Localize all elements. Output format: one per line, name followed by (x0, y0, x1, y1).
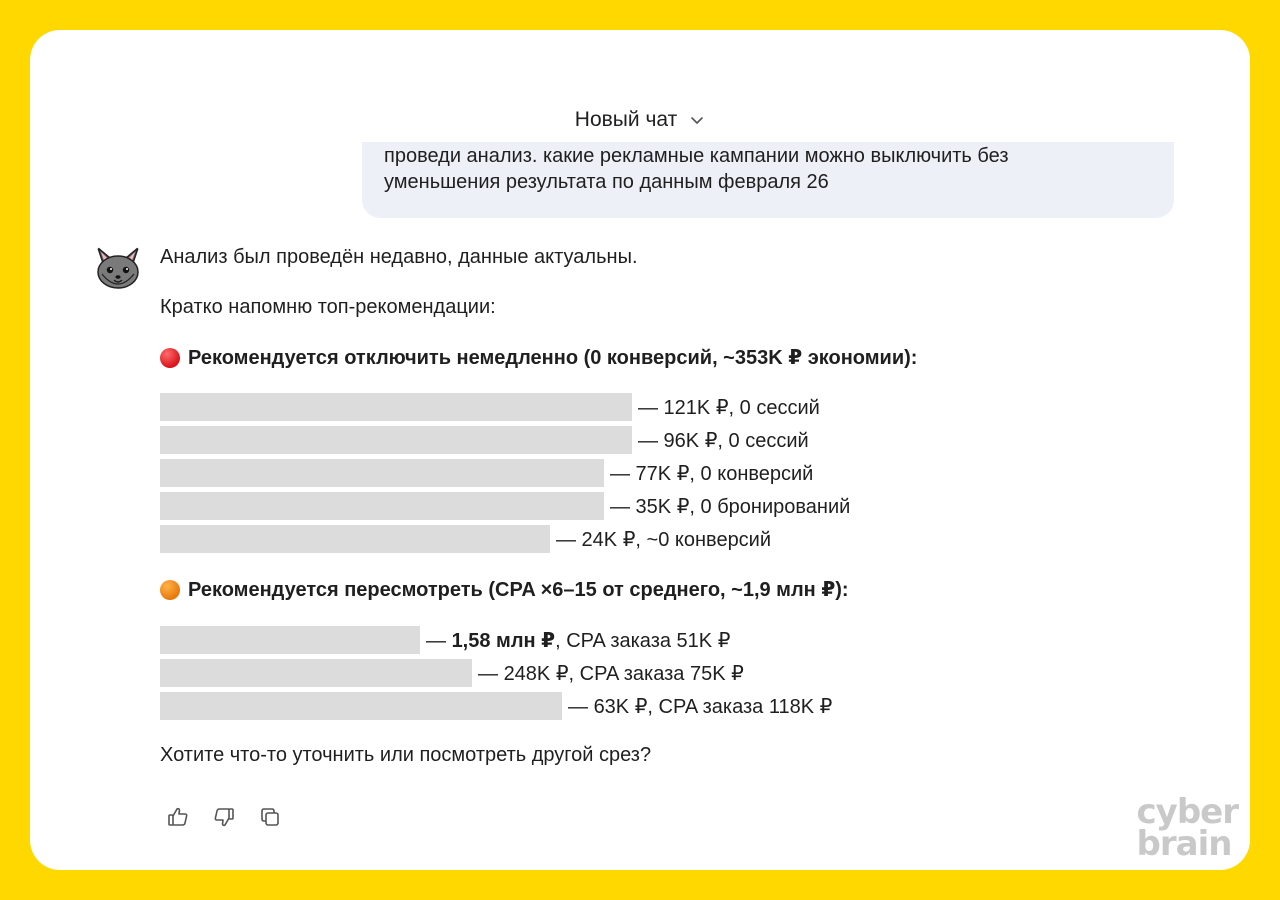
assistant-recap: Кратко напомню топ-рекомендации: (160, 296, 496, 318)
list-item (160, 524, 771, 554)
redacted-campaign-name (160, 459, 604, 487)
chat-card (30, 30, 1250, 870)
section-heading-text: Рекомендуется отключить немедленно (0 конверсий, ~353K ₽ экономии): (188, 347, 918, 369)
user-message-line: уменьшения результата по данным февраля 26 (384, 171, 829, 193)
list-item-text: — 24K ₽, ~0 конверсий (556, 528, 772, 551)
assistant-avatar (90, 240, 146, 296)
redacted-campaign-name (160, 492, 604, 520)
list-item-text: — 96K ₽, 0 сессий (638, 429, 809, 452)
list-item (160, 392, 820, 422)
thumbs-up-button[interactable] (166, 805, 190, 829)
thumbs-down-button[interactable] (212, 805, 236, 829)
chevron-down-icon (689, 112, 705, 128)
logo-line: brain (1136, 824, 1232, 864)
message-actions (166, 805, 282, 829)
list-item (160, 458, 813, 488)
section-heading-review (160, 577, 849, 602)
list-item-text: — 35K ₽, 0 бронирований (610, 495, 851, 518)
chat-title-dropdown[interactable] (30, 108, 1250, 132)
list-item-text: — 63K ₽, CPA заказа 118K ₽ (568, 695, 833, 718)
fox-avatar-icon (90, 240, 146, 296)
redacted-campaign-name (160, 692, 562, 720)
redacted-campaign-name (160, 525, 550, 553)
list-item (160, 625, 730, 655)
copy-button[interactable] (258, 805, 282, 829)
list-item (160, 691, 832, 721)
list-item (160, 658, 744, 688)
logo-line: cyber (1136, 792, 1238, 832)
redacted-campaign-name (160, 626, 420, 654)
chat-title-label: Новый чат (574, 108, 678, 131)
thumbs-down-icon (212, 805, 236, 829)
thumbs-up-icon (166, 805, 190, 829)
red-circle-icon (160, 348, 180, 368)
list-item-text: — 248K ₽, CPA заказа 75K ₽ (478, 662, 744, 685)
orange-circle-icon (160, 580, 180, 600)
section-heading-disable (160, 345, 917, 370)
redacted-campaign-name (160, 659, 472, 687)
redacted-campaign-name (160, 426, 632, 454)
user-message-line: проведи анализ. какие рекламные кампании можно выключить без (384, 145, 1009, 167)
section-heading-text: Рекомендуется пересмотреть (CPA ×6–15 от среднего, ~1,9 млн ₽): (188, 579, 849, 601)
copy-icon (258, 805, 282, 829)
list-item-text: — 121K ₽, 0 сессий (638, 396, 820, 419)
list-item-text: — 1,58 млн ₽, CPA заказа 51K ₽ (426, 629, 731, 652)
redacted-campaign-name (160, 393, 632, 421)
user-message-bubble (362, 142, 1174, 218)
list-item-text: — 77K ₽, 0 конверсий (610, 462, 814, 485)
cyberbrain-logo (1136, 792, 1238, 864)
list-item (160, 425, 809, 455)
list-item (160, 491, 850, 521)
assistant-intro: Анализ был проведён недавно, данные актуальны. (160, 246, 638, 268)
assistant-followup: Хотите что-то уточнить или посмотреть другой срез? (160, 744, 652, 766)
